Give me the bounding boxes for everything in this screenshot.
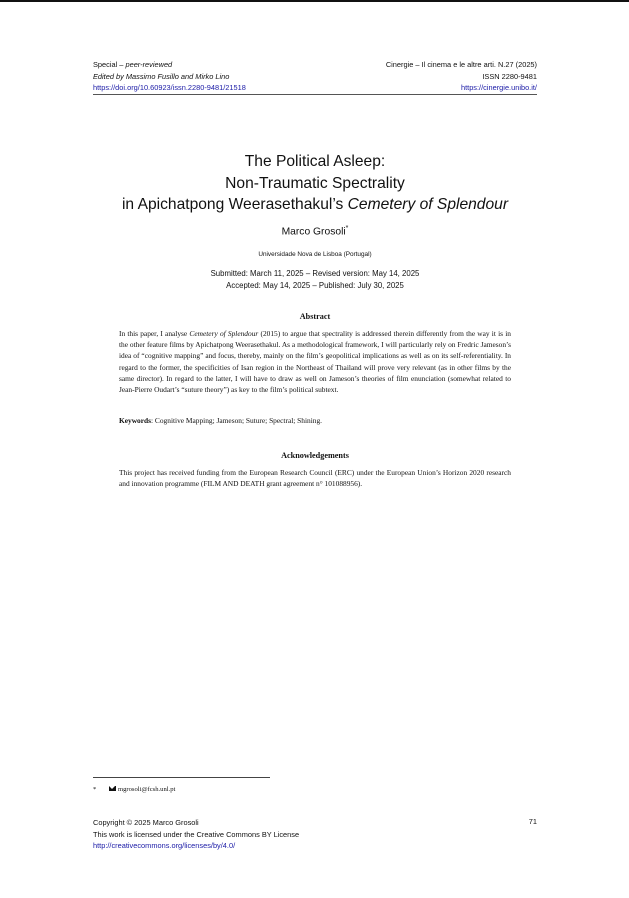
film-title: Cemetery of Splendour xyxy=(347,196,509,213)
footnote-mark: * xyxy=(93,786,97,793)
header-special-line: Special – peer-reviewed xyxy=(93,60,173,69)
abstract-heading: Abstract xyxy=(299,312,331,321)
header-divider xyxy=(93,94,537,95)
author-footnote-mark[interactable]: * xyxy=(345,225,349,232)
journal-url-link[interactable]: https://cinergie.unibo.it/ xyxy=(460,83,537,92)
publication-dates: Submitted: March 11, 2025 – Revised version: May 14, 2025 Accepted: May 14, 2025 – Published: July 30, 2025 xyxy=(210,269,420,290)
header-right xyxy=(297,59,537,94)
footnote-divider xyxy=(93,777,270,778)
license-notice: This work is licensed under the Creative Commons BY License xyxy=(93,829,300,839)
author-name: Marco Grosoli* xyxy=(281,225,349,238)
doi-link[interactable]: https://doi.org/10.60923/issn.2280-9481/21518 xyxy=(93,83,246,92)
peer-reviewed-label: peer-reviewed xyxy=(125,60,173,69)
envelope-icon xyxy=(109,786,116,791)
keywords xyxy=(119,415,511,426)
author-affiliation: Universidade Nova de Lisboa (Portugal) xyxy=(258,251,372,258)
author-email[interactable]: mgrosoli@fcsh.unl.pt xyxy=(118,786,176,793)
paper-title: The Political Asleep: Non-Traumatic Spectrality in Apichatpong Weerasethakul’s Cemetery of Splendour xyxy=(121,153,509,213)
acknowledgements-heading: Acknowledgements xyxy=(281,451,349,460)
top-border xyxy=(0,0,629,2)
keywords-list: : Cognitive Mapping; Jameson; Suture; Spectral; Shining. xyxy=(151,416,323,425)
acknowledgements-text: This project has received funding from the European Research Council (ERC) under the European Union’s Horizon 2020 research and innovation programme (FILM AND DEATH grant agreement n° 101088956). xyxy=(119,468,511,489)
journal-issn: ISSN 2280-9481 xyxy=(482,71,537,81)
journal-name: Cinergie – Il cinema e le altre arti. N.27 (2025) xyxy=(385,60,537,69)
footer xyxy=(93,817,299,852)
copyright-notice: Copyright © 2025 Marco Grosoli xyxy=(93,818,199,827)
abstract-text: In this paper, I analyse Cemetery of Splendour (2015) to argue that spectrality is addressed therein differently from the way it is in the other feature films by Apichatpong Weerasethakul. As a methodological framework, I will particularly rely on Fredric Jameson’s idea of “cognitive mapping” and focus, thereby, mainly on the film’s geopolitical implications as well as on its self-referentiality. In regard to the former, the specificities of Isan region in the Northeast of Thailand will prove very relevant (as in other films by the same director). In regard to the latter, I will have to draw as well on Jameson’s theories of film enunciation (somewhat related to Jean-Pierre Oudart’s “suture theory”) as key to the film’s political subtext. xyxy=(119,329,511,395)
keywords-label: Keywords xyxy=(119,416,152,425)
page-number: 71 xyxy=(528,817,537,826)
author-footnote xyxy=(93,786,175,793)
header-editors: Edited by Massimo Fusillo and Mirko Lino xyxy=(93,71,230,81)
license-link[interactable]: http://creativecommons.org/licenses/by/4.0/ xyxy=(93,841,236,850)
